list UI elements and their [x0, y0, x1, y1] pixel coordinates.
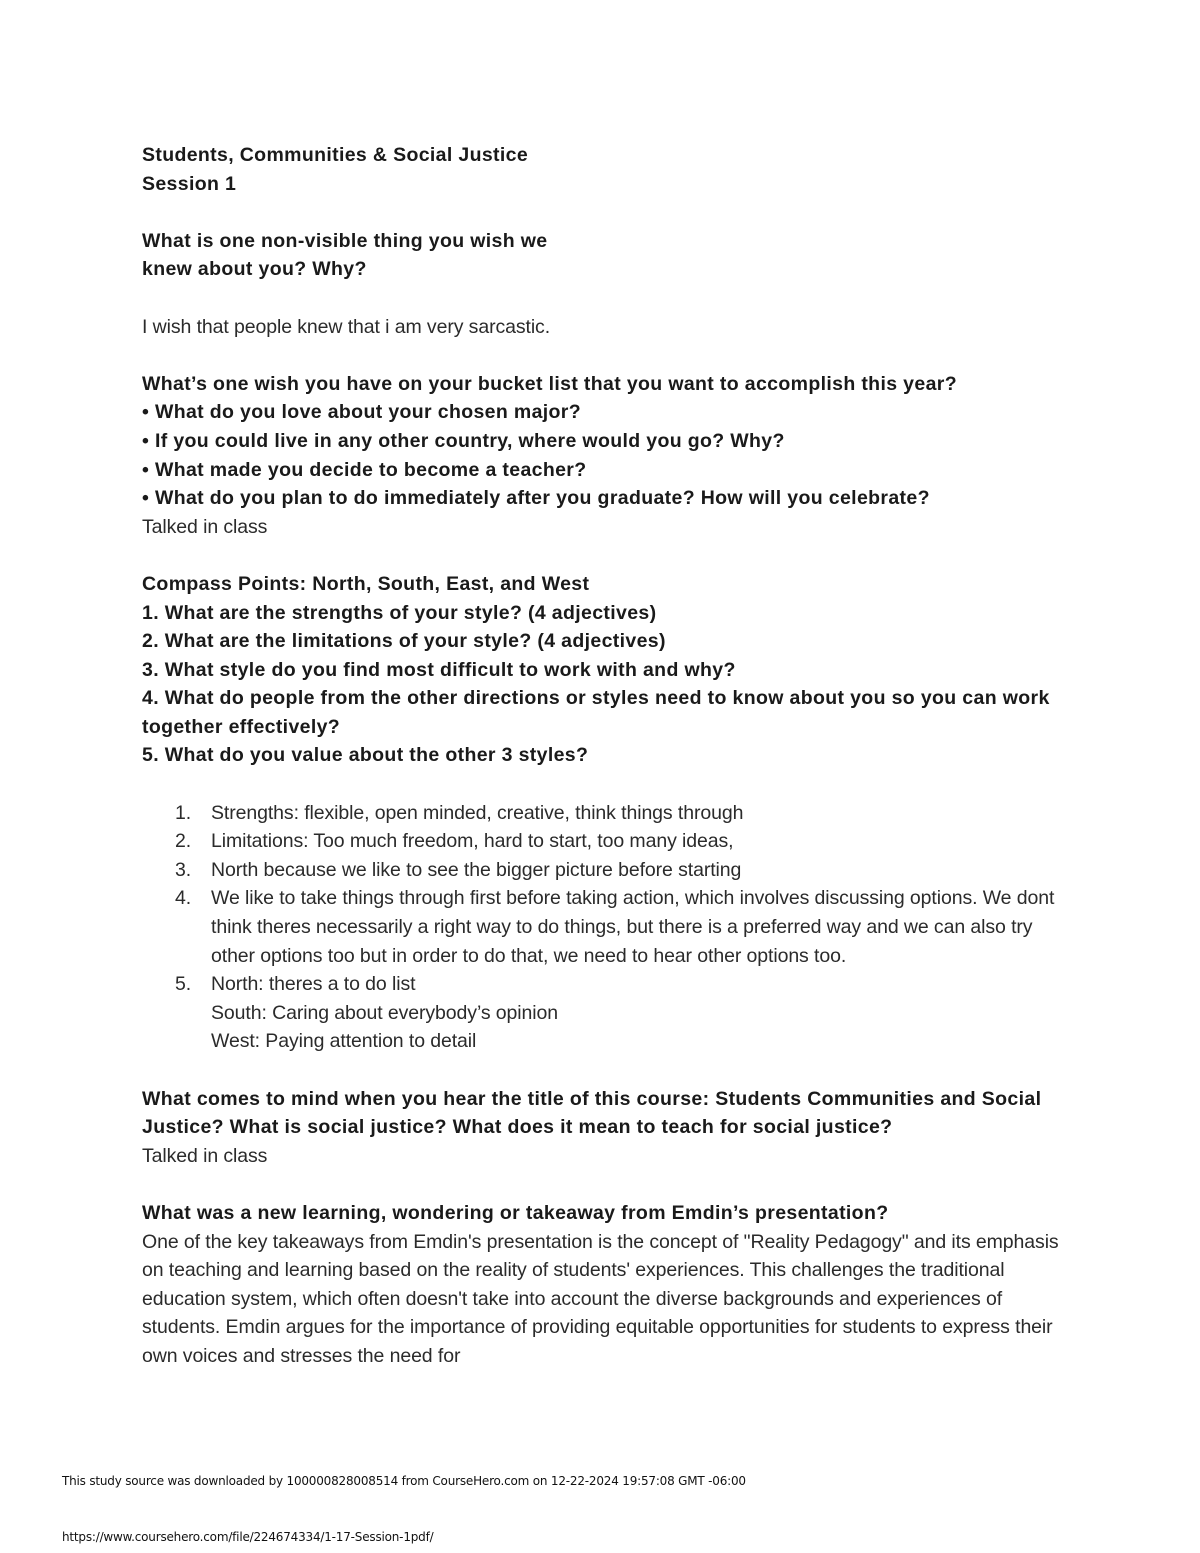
list-item-text: West: Paying attention to detail	[211, 1030, 477, 1053]
question-course-title: What comes to mind when you hear the title of this course: Students Communities and Social Justice? What is social justice? What does it mean to teach for social justice?	[142, 1087, 1042, 1139]
spacer	[142, 1170, 1072, 1199]
spacer	[142, 770, 1072, 799]
bullet-item: • What made you decide to become a teacher?	[142, 458, 587, 481]
list-item-text: North: theres a to do list	[211, 973, 416, 996]
question-non-visible-line2: knew about you? Why?	[142, 258, 367, 281]
spacer	[142, 198, 1072, 227]
bullet-item: • What do you plan to do immediately after you graduate? How will you celebrate?	[142, 487, 930, 510]
list-number: 2.	[175, 830, 192, 853]
compass-points-title: Compass Points: North, South, East, and West	[142, 572, 590, 595]
list-item-text: North because we like to see the bigger picture before starting	[211, 858, 742, 881]
list-number: 4.	[175, 887, 192, 910]
list-number: 5.	[175, 973, 192, 996]
list-item-text: Limitations: Too much freedom, hard to start, too many ideas,	[211, 830, 734, 853]
list-item	[142, 856, 1072, 885]
question-emdin-presentation: What was a new learning, wondering or takeaway from Emdin’s presentation?	[142, 1201, 889, 1224]
compass-question: 2. What are the limitations of your style? (4 adjectives)	[142, 630, 666, 653]
source-url: https://www.coursehero.com/file/224674334/1-17-Session-1pdf/	[62, 1530, 434, 1544]
document-title: Students, Communities & Social Justice	[142, 144, 529, 166]
spacer	[142, 1056, 1072, 1085]
spacer	[142, 541, 1072, 570]
compass-question: 4. What do people from the other directions or styles need to know about you so you can work together effectively?	[142, 687, 1050, 738]
compass-question: 1. What are the strengths of your style? (4 adjectives)	[142, 601, 657, 624]
list-item	[142, 970, 1072, 1056]
answer-course-title: Talked in class	[142, 1144, 268, 1167]
answer-emdin-presentation: One of the key takeaways from Emdin's presentation is the concept of "Reality Pedagogy" and its emphasis on teaching and learning based on the reality of students' experiences. This challenges the traditional education system, which often doesn't take into account the diverse backgrounds and experiences of students. Emdin argues for the importance of providing equitable opportunities for students to express their own voices and stresses the need for	[142, 1230, 1059, 1367]
answer-bucket-list: Talked in class	[142, 515, 268, 538]
session-label: Session 1	[142, 172, 237, 195]
bullet-item: • What do you love about your chosen major?	[142, 401, 581, 424]
list-item	[142, 884, 1072, 970]
compass-question: 5. What do you value about the other 3 styles?	[142, 744, 589, 767]
question-bucket-list: What’s one wish you have on your bucket list that you want to accomplish this year?	[142, 372, 957, 395]
list-item-text: We like to take things through first before taking action, which involves discussing options. We dont think theres necessarily a right way to do things, but there is a preferred way and we can also try other options too but in order to do that, we need to hear other options too.	[211, 887, 1055, 967]
list-number: 3.	[175, 858, 192, 881]
document-body	[142, 141, 1072, 1371]
list-item	[142, 799, 1072, 828]
answer-non-visible: I wish that people knew that i am very sarcastic.	[142, 315, 551, 338]
compass-question: 3. What style do you find most difficult to work with and why?	[142, 658, 736, 681]
bullet-item: • If you could live in any other country, where would you go? Why?	[142, 429, 785, 452]
question-non-visible-line1: What is one non-visible thing you wish we	[142, 229, 548, 252]
list-item-text: Strengths: flexible, open minded, creative, think things through	[211, 801, 744, 824]
spacer	[142, 284, 1072, 313]
list-number: 1.	[175, 801, 192, 824]
compass-answers-list	[142, 799, 1072, 1056]
download-source-note: This study source was downloaded by 100000828008514 from CourseHero.com on 12-22-2024 19:57:08 GMT -06:00	[62, 1474, 746, 1488]
list-item-text: South: Caring about everybody’s opinion	[211, 1001, 558, 1024]
spacer	[142, 341, 1072, 370]
list-item	[142, 827, 1072, 856]
